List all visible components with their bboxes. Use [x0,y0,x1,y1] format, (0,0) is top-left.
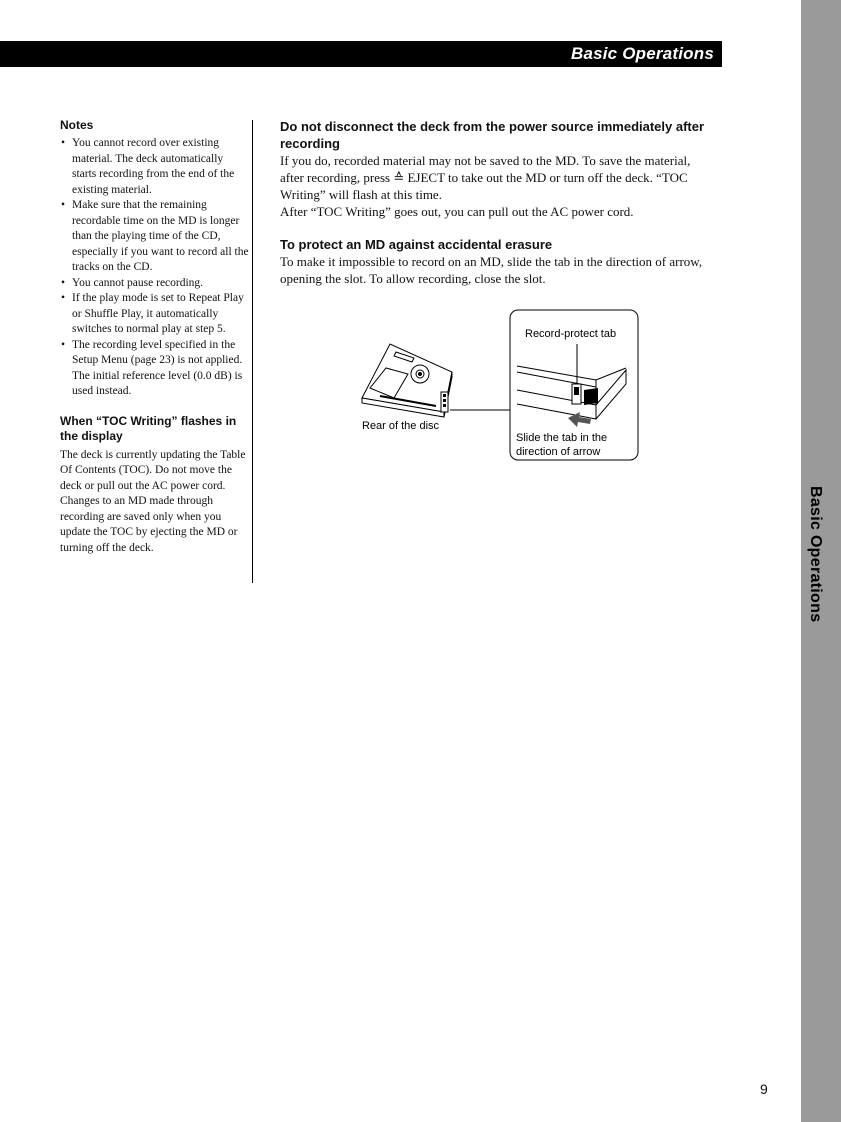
note-item: • You cannot record over existing material. The deck automatically starts recording from the end of the existing material. [60,136,250,198]
rear-of-disc-label: Rear of the disc [362,420,440,432]
header-title: Basic Operations [570,44,714,63]
protect-body: To make it impossible to record on an MD, slide the tab in the direction of arrow, opening the slot. To allow recording, close the slot. [280,254,703,286]
protect-heading: To protect an MD against accidental erasure [280,237,553,252]
disconnect-heading: Do not disconnect the deck from the power source immediately after recording [280,119,705,151]
notes-column [60,118,250,556]
note-item: • You cannot pause recording. [60,276,250,292]
note-item: • Make sure that the remaining recordable time on the MD is longer than the playing time of the CD, especially if you want to record all the tracks on the CD. [60,198,250,276]
side-tab [801,0,841,1122]
side-tab-label: Basic Operations [807,486,824,623]
page-number: 9 [760,1081,768,1097]
column-divider [252,120,253,583]
main-column [280,118,710,287]
notes-heading: Notes [60,118,94,132]
disconnect-body-2: After “TOC Writing” goes out, you can pull out the AC power cord. [280,204,634,219]
header-bar [0,41,722,67]
slide-tab-label: Slide the tab in the direction of arrow [516,432,608,458]
toc-writing-heading: When “TOC Writing” flashes in the display [60,413,237,443]
note-item: • If the play mode is set to Repeat Play or Shuffle Play, it automatically switches to normal play at step 5. [60,291,250,338]
record-protect-figure [340,308,650,470]
toc-writing-body: The deck is currently updating the Table Of Contents (TOC). Do not move the deck or pull out the AC power cord. Changes to an MD made through recording are saved only when you update the TOC by ejecting the MD or turning off the deck. [60,448,246,554]
record-protect-tab-label: Record-protect tab [525,328,617,340]
disconnect-body: If you do, recorded material may not be saved to the MD. To save the material, after recording, press ≙ EJECT to take out the MD or turn off the deck. “TOC Writing” will flash at this time. [280,153,691,202]
note-item: • The recording level specified in the Setup Menu (page 23) is not applied. The initial reference level (0.0 dB) is used instead. [60,338,250,400]
notes-list [60,136,250,400]
